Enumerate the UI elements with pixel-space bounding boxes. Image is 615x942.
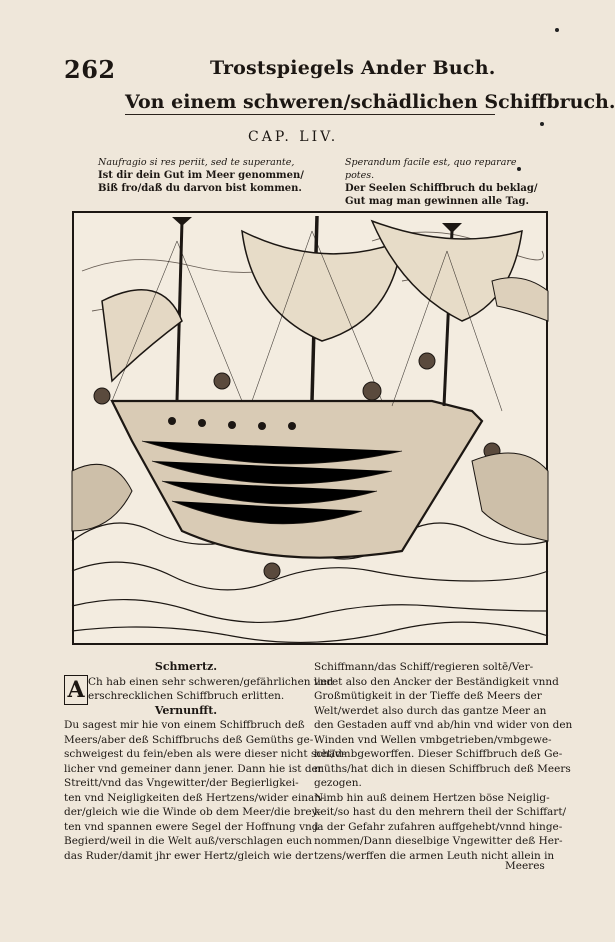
text-line: licher vnd gemeiner dann jener. Dann hie ist der: [64, 762, 323, 775]
right-text-column: [314, 660, 573, 863]
text-line: lieret also den Ancker der Beständigkeit vnnd: [314, 675, 559, 688]
catchword: Meeres: [505, 860, 545, 872]
text-line: den Gestaden auff vnd ab/hin vnd wider von den: [314, 719, 573, 731]
text-line: het/vmbgeworffen. Dieser Schiffbruch deß Ge-: [314, 748, 563, 760]
text-line: Großmütigkeit in der Tieffe deß Meers der: [314, 690, 542, 702]
ink-speck: [555, 28, 559, 32]
speaker-heading: Schmertz.: [154, 660, 218, 673]
running-head: Trostspiegels Ander Buch.: [210, 57, 496, 79]
right-motto: [345, 156, 545, 208]
text-line: erschrecklichen Schiffbruch erlitten.: [88, 690, 285, 702]
text-line: schweigest du fein/eben als were dieser nicht schäd-: [64, 748, 346, 760]
text-line: Meers/aber deß Schiffbruchs deß Gemüths ge-: [64, 733, 314, 746]
chapter-title: Von einem schweren/schädlichen Schiffbruch.: [125, 91, 615, 113]
text-line: tzens/werffen die armen Leuth nicht allein in: [314, 849, 555, 862]
text-line: Streitt/vnd das Vngewitter/der Begierligkei-: [64, 777, 299, 789]
text-line: ten vnd spannen ewere Segel der Hoffnung vnd: [64, 820, 319, 833]
ink-speck: [540, 122, 544, 126]
page-number: 262: [64, 55, 116, 84]
right-motto-line: Der Seelen Schiffbruch du beklag/: [345, 183, 538, 194]
left-motto: [98, 156, 328, 195]
page-header: [64, 55, 524, 89]
text-line: ten vnd Neigligkeiten deß Hertzens/wider einan-: [64, 791, 325, 804]
text-line: müths/hat dich in diesen Schiffbruch deß Meers: [314, 762, 571, 775]
text-line: Winden vnd Wellen vmbgetrieben/vmbgewe-: [314, 733, 552, 746]
right-motto-latin: Sperandum facile est, quo reparare potes.: [345, 157, 517, 181]
text-line: keit/so hast du den mehrern theil der Schiffart/: [314, 806, 567, 818]
shipwreck-woodcut-illustration: [72, 211, 548, 645]
left-motto-line: Biß fro/daß du darvon bist kommen.: [98, 183, 302, 194]
text-line: Welt/werdet also durch das gantze Meer an: [314, 704, 547, 717]
text-line: gezogen.: [314, 777, 362, 789]
left-motto-latin: Naufragio si res periit, sed te superante,: [98, 157, 295, 168]
text-line: Ch hab einen sehr schweren/gefährlichen vnd: [88, 675, 334, 688]
text-line: Du sagest mir hie von einem Schiffbruch deß: [64, 719, 305, 731]
chapter-number: CAP. LIV.: [248, 129, 339, 145]
text-line: ja der Gefahr zufahren auffgehebt/vnnd hinge-: [314, 820, 563, 833]
title-rule: [125, 114, 495, 115]
text-line: Schiffmann/das Schiff/regieren soltē/Ver-: [314, 661, 534, 673]
right-motto-line: Gut mag man gewinnen alle Tag.: [345, 196, 530, 207]
text-line: nommen/Dann dieselbige Vngewitter deß Her-: [314, 835, 563, 847]
drop-capital: A: [64, 675, 88, 705]
left-motto-line: Ist dir dein Gut im Meer genommen/: [98, 170, 304, 181]
text-line: das Ruder/damit jhr ewer Hertz/gleich wie der: [64, 849, 314, 862]
text-line: Nimb hin auß deinem Hertzen böse Neiglig-: [314, 791, 550, 804]
text-line: der/gleich wie die Winde ob dem Meer/die brey-: [64, 806, 322, 818]
text-line: Begierd/weil in die Welt auß/verschlagen euch: [64, 835, 312, 847]
intro-paragraph: [64, 675, 334, 704]
speaker-heading: Vernunfft.: [154, 703, 218, 717]
